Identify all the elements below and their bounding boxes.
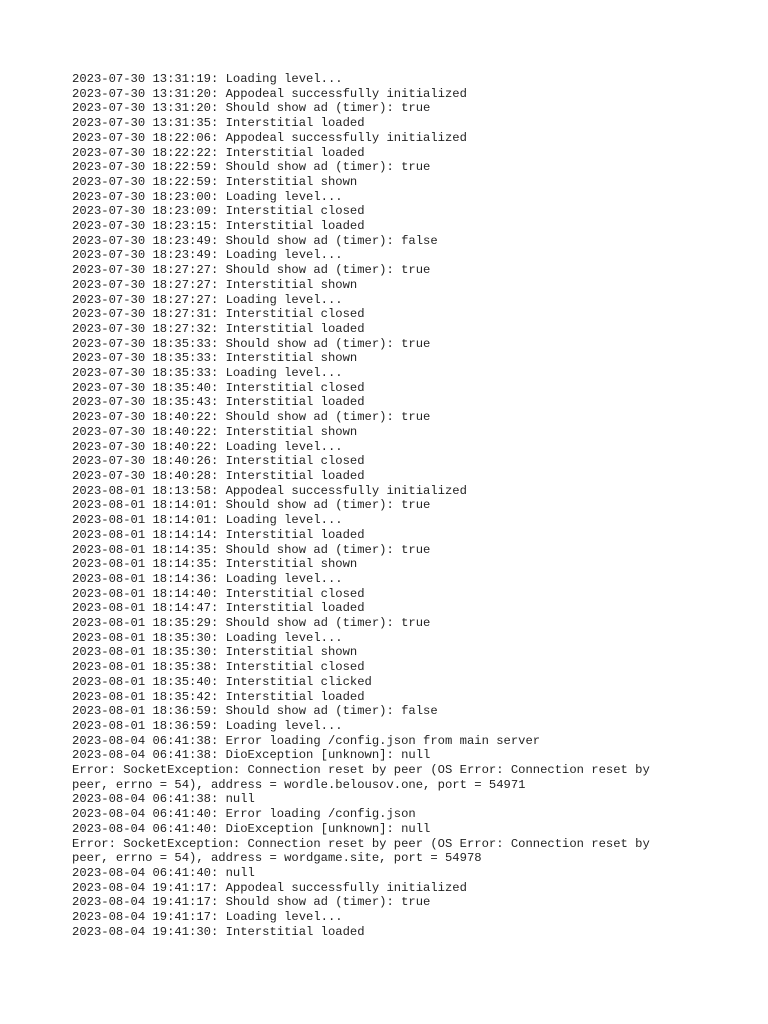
log-line: 2023-08-04 06:41:40: null (72, 865, 255, 880)
log-line: 2023-08-01 18:35:29: Should show ad (timer): true (72, 616, 431, 631)
log-line: 2023-07-30 18:27:27: Loading level... (72, 292, 343, 307)
log-line: 2023-08-01 18:14:01: Loading level... (72, 513, 343, 528)
log-line: 2023-08-01 18:14:14: Interstitial loaded (72, 527, 365, 542)
log-line: 2023-07-30 18:35:43: Interstitial loaded (72, 395, 365, 410)
log-line: 2023-08-01 18:14:36: Loading level... (72, 571, 343, 586)
log-line: 2023-07-30 13:31:20: Should show ad (timer): true (72, 101, 431, 116)
log-line: 2023-08-04 06:41:40: Error loading /config.json (72, 807, 416, 822)
log-line: 2023-08-04 06:41:38: DioException [unknown]: null (72, 748, 431, 763)
log-line: 2023-08-04 06:41:40: DioException [unknown]: null (72, 821, 431, 836)
log-line: 2023-08-04 06:41:38: null (72, 792, 255, 807)
log-line: 2023-07-30 18:27:32: Interstitial loaded (72, 321, 365, 336)
log-line: 2023-08-04 19:41:17: Appodeal successfully initialized (72, 880, 467, 895)
log-line: 2023-08-01 18:14:40: Interstitial closed (72, 586, 365, 601)
log-line: 2023-07-30 18:23:49: Should show ad (timer): false (72, 233, 438, 248)
log-line: 2023-08-01 18:14:01: Should show ad (timer): true (72, 498, 431, 513)
log-line: 2023-07-30 13:31:19: Loading level... (72, 72, 343, 86)
log-line: 2023-07-30 18:22:06: Appodeal successfully initialized (72, 130, 467, 145)
log-line: 2023-08-01 18:36:59: Loading level... (72, 718, 343, 733)
log-line: 2023-07-30 18:40:22: Interstitial shown (72, 424, 358, 439)
log-line: 2023-08-01 18:35:40: Interstitial clicked (72, 674, 372, 689)
log-line: 2023-07-30 18:23:49: Loading level... (72, 248, 343, 263)
log-line: 2023-07-30 18:23:15: Interstitial loaded (72, 219, 365, 234)
log-line: 2023-07-30 18:23:00: Loading level... (72, 189, 343, 204)
log-line: 2023-07-30 18:40:28: Interstitial loaded (72, 468, 365, 483)
log-line: 2023-08-01 18:35:38: Interstitial closed (72, 660, 365, 675)
log-line: 2023-08-04 19:41:17: Loading level... (72, 910, 343, 925)
log-line: 2023-08-04 19:41:17: Should show ad (timer): true (72, 895, 431, 910)
log-line: 2023-07-30 18:22:59: Should show ad (timer): true (72, 160, 431, 175)
log-line: Error: SocketException: Connection reset by peer (OS Error: Connection reset by peer, errno = 54), address = wordgame.site, port = 54978 (72, 836, 658, 866)
log-line: 2023-07-30 13:31:20: Appodeal successfully initialized (72, 86, 467, 101)
log-line: Error: SocketException: Connection reset by peer (OS Error: Connection reset by peer, errno = 54), address = wordle.belousov.one, port = 54971 (72, 763, 658, 792)
log-line: 2023-08-04 19:41:30: Interstitial loaded (72, 924, 365, 939)
log-line: 2023-08-01 18:35:42: Interstitial loaded (72, 689, 365, 704)
log-document (72, 72, 692, 939)
log-line: 2023-08-01 18:14:35: Interstitial shown (72, 557, 358, 572)
log-line: 2023-08-04 06:41:38: Error loading /config.json from main server (72, 733, 541, 748)
log-line: 2023-07-30 18:35:33: Should show ad (timer): true (72, 336, 431, 351)
log-line: 2023-07-30 18:22:59: Interstitial shown (72, 174, 358, 189)
log-line: 2023-07-30 18:35:33: Interstitial shown (72, 351, 358, 366)
log-line: 2023-07-30 13:31:35: Interstitial loaded (72, 116, 365, 131)
log-line: 2023-08-01 18:13:58: Appodeal successfully initialized (72, 483, 467, 498)
log-line: 2023-07-30 18:40:26: Interstitial closed (72, 454, 365, 469)
log-line: 2023-07-30 18:27:27: Should show ad (timer): true (72, 263, 431, 278)
log-line: 2023-07-30 18:35:33: Loading level... (72, 366, 343, 381)
log-line: 2023-07-30 18:40:22: Should show ad (timer): true (72, 410, 431, 425)
log-line: 2023-07-30 18:27:27: Interstitial shown (72, 277, 358, 292)
log-line: 2023-07-30 18:22:22: Interstitial loaded (72, 145, 365, 160)
log-line: 2023-08-01 18:36:59: Should show ad (timer): false (72, 704, 438, 719)
log-line: 2023-07-30 18:23:09: Interstitial closed (72, 204, 365, 219)
log-line: 2023-08-01 18:14:47: Interstitial loaded (72, 601, 365, 616)
log-line: 2023-07-30 18:35:40: Interstitial closed (72, 380, 365, 395)
log-line: 2023-08-01 18:35:30: Interstitial shown (72, 645, 358, 660)
log-line: 2023-07-30 18:40:22: Loading level... (72, 439, 343, 454)
log-line: 2023-07-30 18:27:31: Interstitial closed (72, 307, 365, 322)
log-line: 2023-08-01 18:14:35: Should show ad (timer): true (72, 542, 431, 557)
log-line: 2023-08-01 18:35:30: Loading level... (72, 630, 343, 645)
